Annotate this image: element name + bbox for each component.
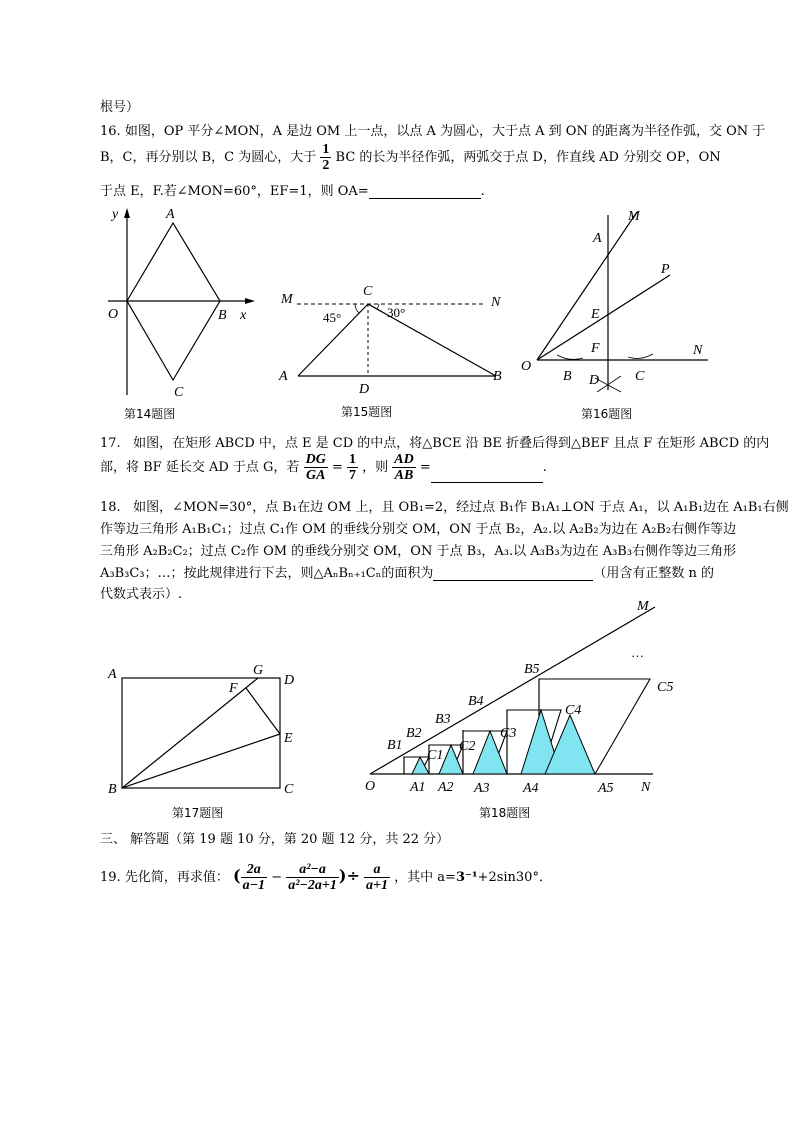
- q17-fraction-1-7: [347, 452, 358, 483]
- q17-line2: [100, 452, 547, 483]
- fig17-label-F: F: [229, 681, 238, 696]
- q19-close-div: )÷: [338, 866, 360, 885]
- q16-fraction: [320, 142, 331, 173]
- fig18-label-C2: C2: [459, 739, 476, 754]
- q19-frac3: [364, 862, 390, 893]
- fig18-label-A3: A3: [474, 781, 490, 796]
- figure-15: [275, 280, 515, 425]
- fig16-label-O: O: [521, 359, 532, 374]
- fig15-label-M: M: [281, 292, 293, 307]
- q16-line2: [100, 142, 721, 173]
- q17-text2b: ，则: [362, 460, 389, 475]
- q18-answer-blank[interactable]: [433, 568, 593, 581]
- fig15-label-B: B: [493, 369, 502, 384]
- q17-f2-num: 1: [349, 452, 356, 467]
- fig16-label-D: D: [589, 373, 600, 388]
- fig16-label-N: N: [693, 343, 703, 358]
- fig16-label-M: M: [628, 209, 640, 224]
- fig16-label-P: P: [661, 262, 670, 277]
- figure-18: [355, 595, 700, 825]
- q19-a-value: 3⁻¹: [455, 870, 478, 885]
- fig14-label-B: B: [218, 308, 227, 323]
- fig18-caption: 第18题图: [479, 806, 531, 820]
- fig18-label-B5: B5: [524, 662, 540, 677]
- fig18-label-B1: B1: [387, 738, 403, 753]
- q19-t2-den: a²−2a+1: [288, 878, 337, 893]
- q17-fraction-dg-ga: [304, 452, 328, 483]
- fig16-label-E: E: [591, 307, 600, 322]
- q16-text2b: BC 的长为半径作弧，两弧交于点 D，作直线 AD 分别交 OP，ON: [335, 150, 721, 165]
- fig16-label-C: C: [635, 369, 645, 384]
- fig18-label-C4: C4: [565, 703, 582, 718]
- fig18-label-A4: A4: [523, 781, 539, 796]
- fig18-label-B3: B3: [435, 712, 451, 727]
- fig16-label-F: F: [591, 341, 600, 356]
- q17-text1: 如图，在矩形 ABCD 中，点 E 是 CD 的中点，将△BCE 沿 BE 折叠后得到△BEF 且点 F 在矩形 ABCD 的内: [133, 436, 770, 451]
- figure-17: [100, 660, 310, 825]
- fig18-label-M: M: [637, 599, 649, 614]
- fig14-label-y: y: [112, 207, 119, 222]
- q18-text4a: A₃B₃C₃；…；按此规律进行下去，则△AₙBₙ₊₁Cₙ的面积为: [100, 566, 434, 581]
- fig18-label-A5: A5: [598, 781, 614, 796]
- fig14-label-C: C: [174, 385, 184, 400]
- fig18-ellipsis: …: [631, 645, 644, 660]
- q16-number: 16.: [100, 124, 121, 139]
- q16-frac-den: 2: [322, 158, 330, 173]
- fig18-label-A1: A1: [410, 780, 426, 795]
- fig18-label-N: N: [641, 780, 651, 795]
- q18-number: 18.: [100, 500, 121, 515]
- fig14-label-A: A: [166, 207, 175, 222]
- q17-eq: =: [331, 460, 343, 475]
- q19-minus: −: [271, 870, 283, 885]
- fig14-label-x: x: [240, 308, 247, 323]
- q16-end: .: [480, 184, 485, 199]
- q19-frac1: [241, 862, 267, 893]
- fig17-label-E: E: [284, 731, 293, 746]
- section-3-heading: 三、 解答题（第 19 题 10 分，第 20 题 12 分，共 22 分）: [100, 832, 450, 847]
- q17-line1: [100, 432, 769, 451]
- fig15-label-N: N: [491, 295, 501, 310]
- fig15-label-C: C: [363, 284, 373, 299]
- fig15-label-D: D: [359, 382, 370, 397]
- q16-line1: [100, 120, 765, 139]
- q19-text-b: ，其中 a=: [394, 870, 456, 885]
- top-note: 根号）: [100, 100, 140, 115]
- figure-16: [515, 200, 720, 425]
- q18-line1: [100, 496, 789, 515]
- q19-text-c: +2sin30°．: [477, 870, 552, 885]
- q19-text-a: 先化简，再求值：: [124, 870, 229, 885]
- q18-line2: 作等边三角形 A₁B₁C₁；过点 C₁作 OM 的垂线分别交 OM，ON 于点 B₂，A₂.以 A₂B₂为边在 A₂B₂右侧作等边: [100, 522, 737, 537]
- fig18-label-B2: B2: [406, 726, 422, 741]
- q16-text1: 如图，OP 平分∠MON，A 是边 OM 上一点，以点 A 为圆心，大于点 A 到 ON 的距离为半径作弧，交 ON 于: [124, 124, 766, 139]
- fig18-label-C5: C5: [657, 680, 674, 695]
- fig17-label-A: A: [108, 667, 117, 682]
- q19-frac2: [286, 862, 339, 893]
- fig16-caption: 第16题图: [581, 407, 633, 421]
- q19-t1-num: 2a: [241, 862, 267, 878]
- q19-t2-num: a²−a: [286, 862, 339, 878]
- q17-fraction-ad-ab: [392, 452, 415, 483]
- q17-text2a: 部，将 BF 延长交 AD 于点 G，若: [100, 460, 300, 475]
- q18-text1: 如图，∠MON=30°，点 B₁在边 OM 上，且 OB₁=2，经过点 B₁作 B₁A₁⊥ON 于点 A₁，以 A₁B₁边在 A₁B₁右侧: [133, 500, 789, 515]
- q17-f3-num: AD: [394, 452, 414, 467]
- q17-f2-den: 7: [349, 468, 356, 483]
- q18-line5: 代数式表示）.: [100, 587, 183, 602]
- rectangle-abcd: [122, 678, 280, 788]
- q16-text3: 于点 E，F.若∠MON=60°，EF=1，则 OA=: [100, 184, 369, 199]
- q18-line3: 三角形 A₂B₂C₂；过点 C₂作 OM 的垂线分别交 OM，ON 于点 B₃，A₃.以 A₃B₃为边在 A₃B₃右侧作等边三角形: [100, 544, 737, 559]
- q16-text2a: B，C，再分别以 B，C 为圆心，大于: [100, 150, 317, 165]
- fig18-shaded-triangle-5: [545, 715, 595, 774]
- q17-eq2: =: [419, 460, 431, 475]
- fig15-label-A: A: [279, 369, 288, 384]
- q16-answer-blank[interactable]: [369, 186, 481, 199]
- fig17-label-D: D: [284, 673, 295, 688]
- q19-number: 19.: [100, 870, 121, 885]
- fig14-caption: 第14题图: [124, 407, 176, 421]
- q19-t3-num: a: [364, 862, 390, 878]
- fig17-label-B: B: [108, 782, 117, 797]
- fig18-label-O: O: [365, 779, 376, 794]
- q19-open-paren: (: [232, 866, 241, 885]
- figure-14: [100, 200, 270, 425]
- fig17-label-G: G: [253, 663, 264, 678]
- q19-line: [100, 862, 552, 893]
- q17-f3-den: AB: [394, 468, 414, 483]
- fig16-label-B: B: [563, 369, 572, 384]
- fig15-caption: 第15题图: [341, 405, 393, 419]
- fig15-angle-45: 45°: [323, 310, 342, 325]
- fig18-label-B4: B4: [468, 694, 484, 709]
- fig17-caption: 第17题图: [172, 806, 224, 820]
- q17-end: .: [542, 460, 547, 475]
- fig14-label-O: O: [108, 307, 119, 322]
- q16-line3: [100, 180, 485, 199]
- fig18-label-C3: C3: [500, 726, 517, 741]
- q16-frac-num: 1: [322, 142, 330, 157]
- fig17-label-C: C: [284, 782, 294, 797]
- q17-f1-den: GA: [305, 468, 326, 483]
- q18-line4: [100, 562, 714, 581]
- q19-t1-den: a−1: [242, 878, 266, 893]
- fig18-label-C1: C1: [427, 748, 444, 763]
- fig18-label-A2: A2: [438, 780, 454, 795]
- q19-t3-den: a+1: [366, 878, 389, 893]
- q17-number: 17.: [100, 436, 121, 451]
- q18-text4b: （用含有正整数 n 的: [593, 566, 714, 581]
- fig16-label-A: A: [593, 231, 602, 246]
- q17-answer-blank[interactable]: [431, 470, 543, 483]
- fig15-angle-30: 30°: [387, 305, 406, 320]
- q17-f1-num: DG: [305, 452, 326, 467]
